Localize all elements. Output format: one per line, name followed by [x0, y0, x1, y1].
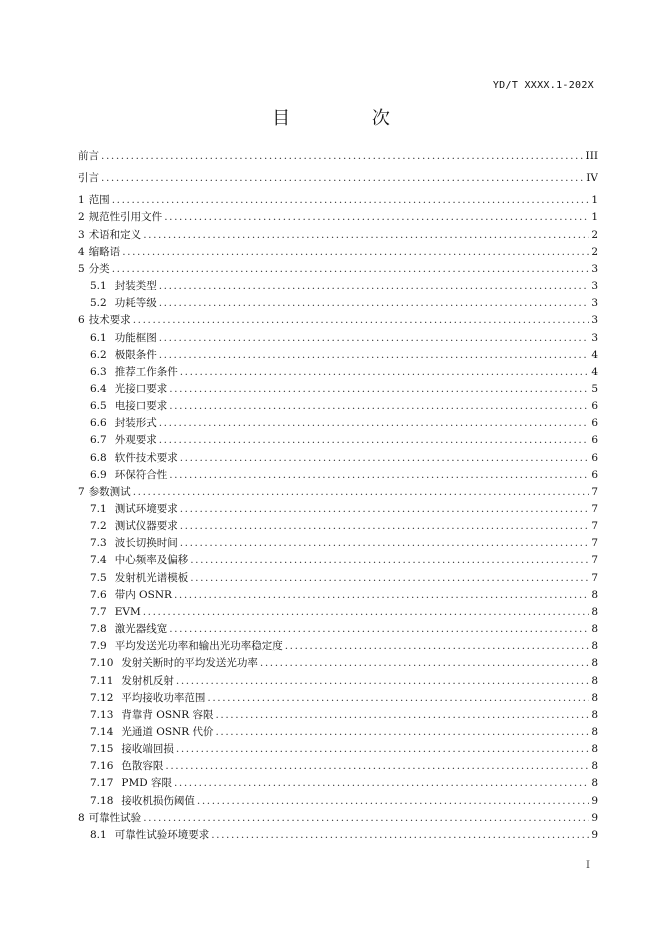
- toc-entry[interactable]: [78, 636, 598, 653]
- toc-entry-number: 7: [78, 485, 85, 498]
- toc-entry[interactable]: [78, 465, 598, 482]
- toc-entry-number: 7.6: [90, 588, 107, 601]
- toc-dot-leader: [159, 416, 590, 430]
- toc-entry-page: 6: [591, 417, 598, 430]
- toc-entry-page: 8: [591, 623, 598, 636]
- toc-dot-leader: [180, 536, 590, 550]
- toc-entry[interactable]: [78, 550, 598, 567]
- toc-entry[interactable]: [78, 328, 598, 345]
- toc-entry-label: 技术要求: [88, 314, 131, 327]
- toc-entry-number: 8: [78, 811, 85, 824]
- toc-entry-label: 波长切换时间: [114, 537, 178, 550]
- toc-entry-label: 中心频率及偏移: [114, 554, 189, 567]
- toc-entry-page: 8: [591, 588, 598, 601]
- toc-entry-number: 7.15: [90, 743, 114, 756]
- toc-entry-page: 7: [591, 503, 598, 515]
- toc-entry[interactable]: [78, 168, 598, 185]
- toc-dot-leader: [180, 365, 590, 379]
- toc-dot-leader: [190, 553, 589, 567]
- toc-entry-number: 7.18: [90, 794, 114, 807]
- toc-entry-label: 发射机光谱模板: [114, 571, 189, 584]
- toc-entry-number: 7.8: [90, 623, 107, 636]
- toc-entry-label: 封装类型: [114, 280, 157, 293]
- toc-entry-label: 平均发送光功率和输出光功率稳定度: [114, 640, 283, 653]
- toc-entry[interactable]: [78, 146, 598, 163]
- toc-dot-leader: [159, 331, 590, 345]
- toc-entry-label: 封装形式: [114, 417, 157, 430]
- toc-entry-label: 电接口要求: [114, 400, 168, 413]
- toc-dot-leader: [101, 171, 584, 185]
- toc-entry-number: 1: [78, 194, 85, 207]
- toc-entry-page: 9: [591, 828, 598, 841]
- toc-entry-number: 7.16: [90, 760, 114, 773]
- toc-entry-label: 背靠背 OSNR 容限: [121, 708, 214, 721]
- toc-entry-number: 6: [78, 314, 85, 327]
- toc-entry-number: 5: [78, 262, 85, 275]
- toc-entry-number: 7.12: [90, 691, 114, 704]
- toc-entry-page: 8: [591, 674, 598, 687]
- toc-entry-number: 7.11: [90, 674, 114, 687]
- toc-entry[interactable]: [78, 225, 598, 242]
- toc-entry-page: 8: [591, 605, 598, 618]
- toc-entry-page: 3: [591, 262, 598, 275]
- toc-entry-page: 3: [591, 331, 598, 344]
- toc-entry-number: 7.17: [90, 777, 114, 790]
- toc-dot-leader: [159, 433, 590, 447]
- toc-dot-leader: [159, 279, 590, 293]
- toc-entry-page: 6: [591, 434, 598, 447]
- toc-entry-number: 6.8: [90, 451, 107, 464]
- toc-entry-label: 可靠性试验: [88, 811, 142, 824]
- toc-entry[interactable]: [78, 293, 598, 310]
- toc-entry-label: 可靠性试验环境要求: [114, 828, 210, 841]
- toc-entry[interactable]: [78, 791, 598, 808]
- toc-dot-leader: [180, 519, 590, 533]
- toc-entry[interactable]: [78, 533, 598, 550]
- toc-entry[interactable]: [78, 310, 598, 327]
- toc-entry[interactable]: [78, 379, 598, 396]
- toc-entry[interactable]: [78, 448, 598, 465]
- toc-entry-number: 7.3: [90, 537, 107, 550]
- toc-dot-leader: [159, 348, 590, 362]
- toc-entry-label: 测试环境要求: [114, 503, 178, 515]
- toc-dot-leader: [207, 691, 589, 705]
- document-code: YD/T XXXX.1-202X: [492, 80, 594, 91]
- toc-entry-page: 1: [591, 194, 598, 207]
- toc-entry-number: 6.2: [90, 348, 107, 361]
- toc-dot-leader: [169, 382, 589, 396]
- toc-dot-leader: [180, 502, 590, 516]
- toc-entry-label: 范围: [88, 194, 110, 207]
- toc-entry-label: 激光器线宽: [114, 623, 168, 636]
- toc-entry[interactable]: [78, 482, 598, 499]
- toc-entry-label: 引言: [78, 172, 99, 185]
- toc-entry-label: 带内 OSNR: [114, 588, 172, 601]
- toc-entry-number: 6.9: [90, 468, 107, 481]
- toc-entry[interactable]: [78, 739, 598, 756]
- toc-entry-label: 术语和定义: [88, 228, 142, 241]
- toc-dot-leader: [143, 605, 590, 619]
- toc-entry-page: 9: [591, 811, 598, 824]
- toc-dot-leader: [215, 725, 589, 739]
- toc-entry[interactable]: [78, 413, 598, 430]
- toc-entry[interactable]: [78, 602, 598, 619]
- page-number: I: [586, 860, 590, 871]
- toc-entry-page: 7: [591, 571, 598, 584]
- toc-entry[interactable]: [78, 207, 598, 224]
- toc-entry[interactable]: [78, 396, 598, 413]
- toc-entry[interactable]: [78, 242, 598, 259]
- toc-entry[interactable]: [78, 671, 598, 688]
- toc-entry[interactable]: [78, 516, 598, 533]
- toc-entry[interactable]: [78, 688, 598, 705]
- toc-entry-label: 缩略语: [88, 245, 121, 258]
- toc-entry-label: 极限条件: [114, 348, 157, 361]
- toc-dot-leader: [215, 708, 589, 722]
- toc-entry-number: 7.14: [90, 725, 114, 738]
- toc-entry-label: 发射机反射: [121, 674, 174, 687]
- toc-dot-leader: [176, 742, 589, 756]
- toc-entry-label: 接收端回损: [121, 743, 174, 756]
- toc-entry-label: 平均接收功率范围: [121, 691, 206, 704]
- toc-dot-leader: [133, 313, 590, 327]
- toc-entry[interactable]: [78, 705, 598, 722]
- toc-dot-leader: [169, 622, 589, 636]
- toc-dot-leader: [169, 399, 589, 413]
- toc-entry-page: 7: [591, 554, 598, 567]
- toc-entry-label: 分类: [88, 262, 110, 275]
- toc-entry-number: 7.10: [90, 657, 114, 670]
- toc-dot-leader: [159, 296, 590, 310]
- toc-entry[interactable]: [78, 619, 598, 636]
- toc-dot-leader: [122, 245, 589, 259]
- toc-entry-page: 6: [591, 468, 598, 481]
- toc-entry[interactable]: [78, 568, 598, 585]
- toc-entry-label: EVM: [114, 605, 141, 618]
- toc-entry-label: 光接口要求: [114, 382, 168, 395]
- toc-dot-leader: [164, 210, 589, 224]
- toc-dot-leader: [133, 485, 590, 499]
- toc-entry-page: 3: [591, 297, 598, 310]
- toc-entry-number: 6.3: [90, 365, 107, 378]
- toc-entry-page: 8: [591, 657, 598, 670]
- toc-entry-number: 6.5: [90, 400, 107, 413]
- toc-entry-page: 6: [591, 451, 598, 464]
- toc-entry-page: 7: [591, 520, 598, 533]
- toc-entry[interactable]: [78, 345, 598, 362]
- toc-dot-leader: [190, 571, 589, 585]
- toc-entry-number: 6.7: [90, 434, 107, 447]
- toc-entry-page: 4: [591, 348, 598, 361]
- toc-entry-page: 8: [591, 691, 598, 704]
- toc-entry-page: 2: [591, 245, 598, 258]
- toc-entry-label: 环保符合性: [114, 468, 168, 481]
- toc-entry-page: III: [585, 150, 598, 162]
- toc-entry-label: 色散容限: [121, 760, 164, 773]
- toc-entry-page: 3: [591, 314, 598, 327]
- toc-entry-label: 外观要求: [114, 434, 157, 447]
- toc-entry-label: 功耗等级: [114, 297, 157, 310]
- toc-dot-leader: [143, 228, 589, 242]
- toc-entry-number: 3: [78, 228, 85, 241]
- toc-entry[interactable]: [78, 499, 598, 516]
- toc-entry-page: 9: [591, 794, 598, 807]
- toc-entry-number: 6.6: [90, 417, 107, 430]
- toc-entry-page: 7: [591, 485, 598, 498]
- toc-entry-label: 功能框图: [114, 331, 157, 344]
- toc-entry-label: 前言: [78, 150, 99, 162]
- toc-entry[interactable]: [78, 808, 598, 825]
- toc-entry-number: 5.1: [90, 280, 107, 293]
- toc-entry[interactable]: [78, 430, 598, 447]
- toc-entry-label: 推荐工作条件: [114, 365, 178, 378]
- toc-entry-number: 8.1: [90, 828, 107, 841]
- toc-dot-leader: [285, 639, 590, 653]
- toc-entry-label: 规范性引用文件: [88, 211, 163, 224]
- toc-entry-number: 7.2: [90, 520, 107, 533]
- toc-entry-number: 6.1: [90, 331, 107, 344]
- toc-entry-number: 7.4: [90, 554, 107, 567]
- toc-entry-number: 2: [78, 211, 85, 224]
- toc-entry-page: 6: [591, 400, 598, 413]
- toc-entry-number: 7.13: [90, 708, 114, 721]
- toc-dot-leader: [112, 193, 590, 207]
- toc-entry-number: 7.5: [90, 571, 107, 584]
- toc-entry-number: 4: [78, 245, 85, 258]
- toc-entry[interactable]: [78, 722, 598, 739]
- page-title: 目 次: [272, 108, 428, 129]
- toc-dot-leader: [165, 759, 589, 773]
- toc-entry[interactable]: [78, 190, 598, 207]
- toc-dot-leader: [112, 262, 590, 276]
- toc-dot-leader: [174, 588, 589, 602]
- toc-entry-number: 7.7: [90, 605, 107, 618]
- toc-entry-label: 参数测试: [88, 485, 131, 498]
- toc-entry[interactable]: [78, 756, 598, 773]
- toc-dot-leader: [260, 656, 589, 670]
- toc-entry-label: 软件技术要求: [114, 451, 178, 464]
- toc-entry[interactable]: [78, 362, 598, 379]
- toc-entry-page: 2: [591, 228, 598, 241]
- toc-entry[interactable]: [78, 773, 598, 790]
- toc-entry-number: 6.4: [90, 382, 107, 395]
- toc-dot-leader: [174, 776, 589, 790]
- toc-entry-number: 7.1: [90, 503, 107, 515]
- toc-dot-leader: [197, 794, 589, 808]
- toc-dot-leader: [169, 468, 589, 482]
- toc-entry-page: 8: [591, 743, 598, 756]
- toc-entry-label: PMD 容限: [121, 777, 172, 790]
- toc-dot-leader: [101, 149, 584, 163]
- toc-entry-page: IV: [586, 172, 598, 185]
- toc-entry-page: 8: [591, 777, 598, 790]
- toc-entry-page: 3: [591, 280, 598, 293]
- toc-entry-page: 8: [591, 725, 598, 738]
- toc-entry[interactable]: [78, 259, 598, 276]
- toc-dot-leader: [176, 674, 589, 688]
- toc-entry-page: 8: [591, 640, 598, 653]
- toc-entry-number: 5.2: [90, 297, 107, 310]
- toc-entry-label: 接收机损伤阈值: [121, 794, 195, 807]
- toc-entry[interactable]: [78, 825, 598, 842]
- toc-entry-page: 5: [591, 382, 598, 395]
- toc-entry[interactable]: [78, 585, 598, 602]
- toc-dot-leader: [180, 451, 590, 465]
- toc-dot-leader: [211, 828, 589, 842]
- toc-entry-label: 测试仪器要求: [114, 520, 178, 533]
- toc-entry-page: 4: [591, 365, 598, 378]
- toc-entry-label: 光通道 OSNR 代价: [121, 725, 214, 738]
- toc-entry[interactable]: [78, 653, 598, 670]
- toc-entry-page: 1: [591, 211, 598, 224]
- toc-entry-page: 8: [591, 708, 598, 721]
- toc-dot-leader: [143, 811, 589, 825]
- toc-entry-number: 7.9: [90, 640, 107, 653]
- toc-entry-page: 8: [591, 760, 598, 773]
- toc-entry[interactable]: [78, 276, 598, 293]
- toc-entry-page: 7: [591, 537, 598, 550]
- toc-entry-label: 发射关断时的平均发送光功率: [121, 657, 258, 670]
